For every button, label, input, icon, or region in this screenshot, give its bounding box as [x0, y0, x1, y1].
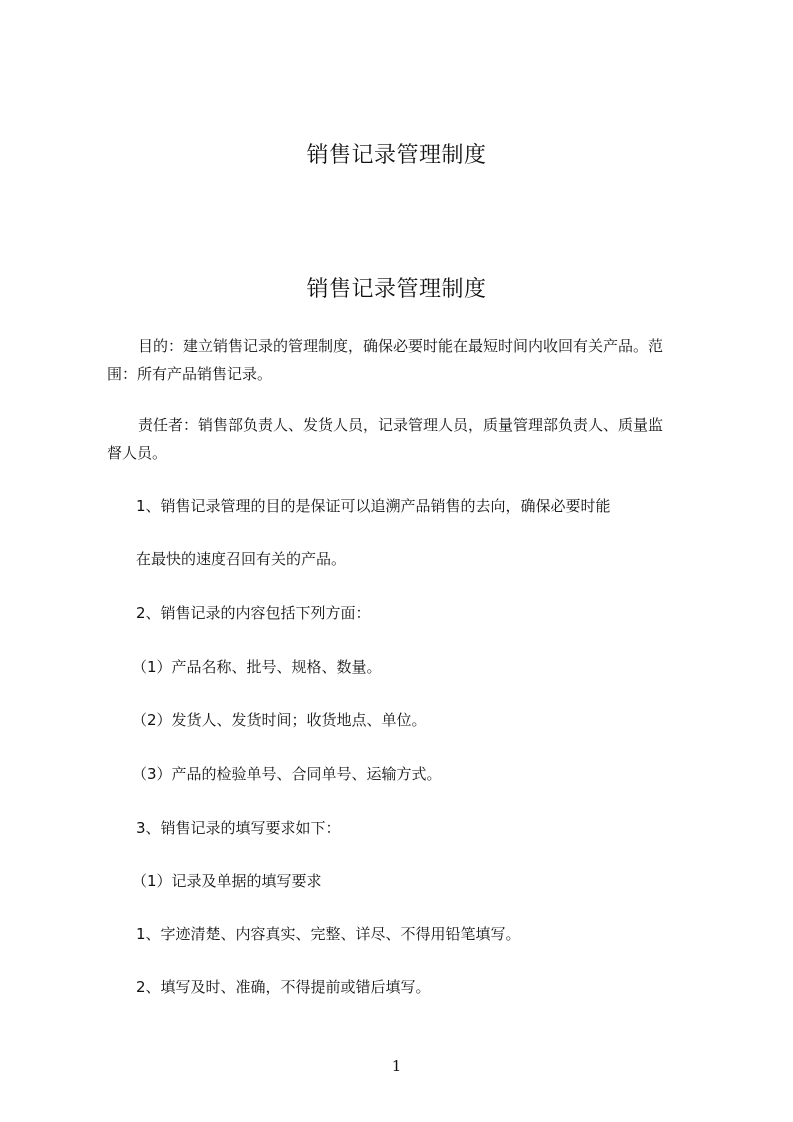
- responsible-line-2: 督人员。: [107, 444, 168, 462]
- responsible-paragraph: [107, 411, 708, 467]
- item-3: 3、销售记录的填写要求如下：: [136, 819, 341, 837]
- item-1: 1、销售记录管理的目的是保证可以追溯产品销售的去向，确保必要时能: [136, 497, 611, 515]
- main-title: 销售记录管理制度: [306, 277, 487, 302]
- item-2-sub-3: （3）产品的检验单号、合同单号、运输方式。: [132, 765, 442, 783]
- item-2-sub-1: （1）产品名称、批号、规格、数量。: [132, 658, 382, 676]
- item-3-sub-1-point-1: 1、字迹清楚、内容真实、完整、详尽、不得用铅笔填写。: [136, 925, 521, 943]
- item-3-sub-1: （1）记录及单据的填写要求: [132, 872, 322, 890]
- page-number: 1: [391, 1057, 402, 1075]
- purpose-line-2: 围：所有产品销售记录。: [107, 365, 273, 383]
- responsible-line-1: 责任者：销售部负责人、发货人员，记录管理人员，质量管理部负责人、质量监: [138, 416, 664, 434]
- header-title: 销售记录管理制度: [306, 143, 487, 168]
- item-2: 2、销售记录的内容包括下列方面：: [136, 604, 371, 622]
- item-3-sub-1-point-2: 2、填写及时、准确，不得提前或错后填写。: [136, 978, 431, 996]
- purpose-line-1: 目的：建立销售记录的管理制度，确保必要时能在最短时间内收回有关产品。范: [138, 337, 664, 355]
- item-2-sub-2: （2）发货人、发货时间；收货地点、单位。: [132, 711, 427, 729]
- purpose-paragraph: [107, 332, 708, 388]
- item-1-continued: 在最快的速度召回有关的产品。: [136, 550, 347, 568]
